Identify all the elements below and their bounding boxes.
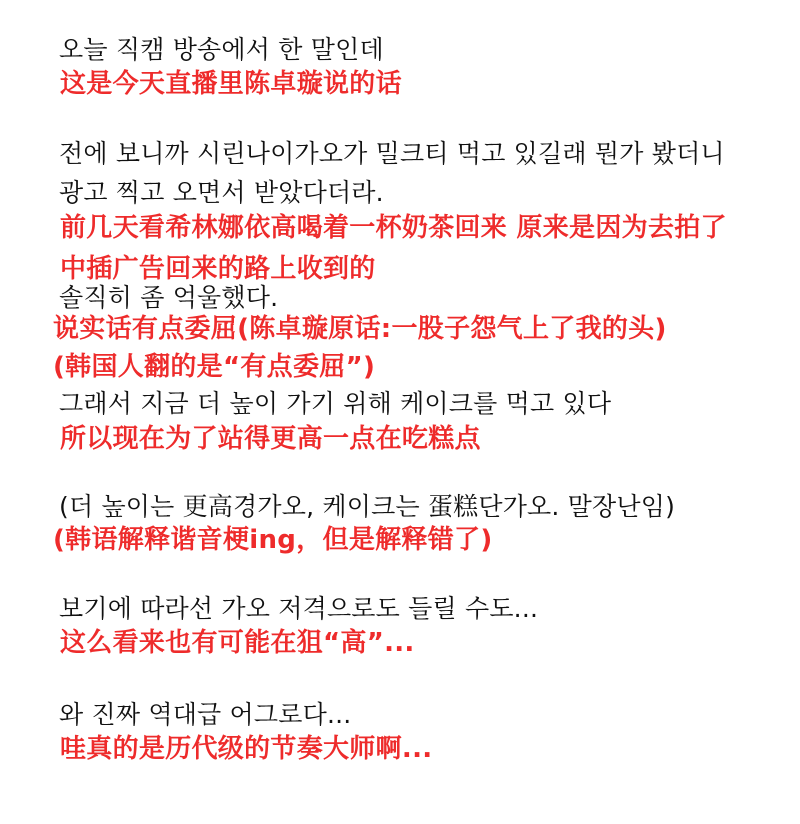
korean-line-3: 광고 찍고 오면서 받았다더라. — [59, 178, 384, 207]
korean-line-1: 오늘 직캠 방송에서 한 말인데 — [59, 35, 384, 64]
chinese-translation-line-7: (韩语解释谐音梗ing，但是解释错了) — [53, 525, 493, 555]
chinese-translation-line-9: 哇真的是历代级的节奏大师啊... — [60, 734, 433, 764]
chinese-translation-line-8: 这么看来也有可能在狙“高”... — [60, 628, 415, 658]
korean-line-8: 와 진짜 역대급 어그로다... — [59, 700, 352, 729]
korean-line-5: 그래서 지금 더 높이 가기 위해 케이크를 먹고 있다 — [59, 389, 612, 418]
korean-line-7: 보기에 따라선 가오 저격으로도 들릴 수도... — [59, 594, 539, 623]
chinese-translation-line-6: 所以现在为了站得更高一点在吃糕点 — [60, 424, 481, 454]
korean-line-4: 솔직히 좀 억울했다. — [59, 283, 279, 312]
chinese-translation-line-4: 说实话有点委屈(陈卓璇原话:一股子怨气上了我的头) — [53, 314, 667, 344]
chinese-translation-line-1: 这是今天直播里陈卓璇说的话 — [60, 69, 402, 99]
korean-line-6: (더 높이는 更高경가오, 케이크는 蛋糕단가오. 말장난임) — [59, 492, 676, 521]
chinese-translation-line-3: 中插广告回来的路上收到的 — [60, 254, 376, 284]
korean-line-2: 전에 보니까 시린나이가오가 밀크티 먹고 있길래 뭔가 봤더니 — [59, 139, 725, 168]
chinese-translation-line-5: (韩国人翻的是“有点委屈”) — [53, 352, 376, 382]
chinese-translation-line-2: 前几天看希林娜依高喝着一杯奶茶回来 原来是因为去拍了 — [60, 213, 727, 243]
